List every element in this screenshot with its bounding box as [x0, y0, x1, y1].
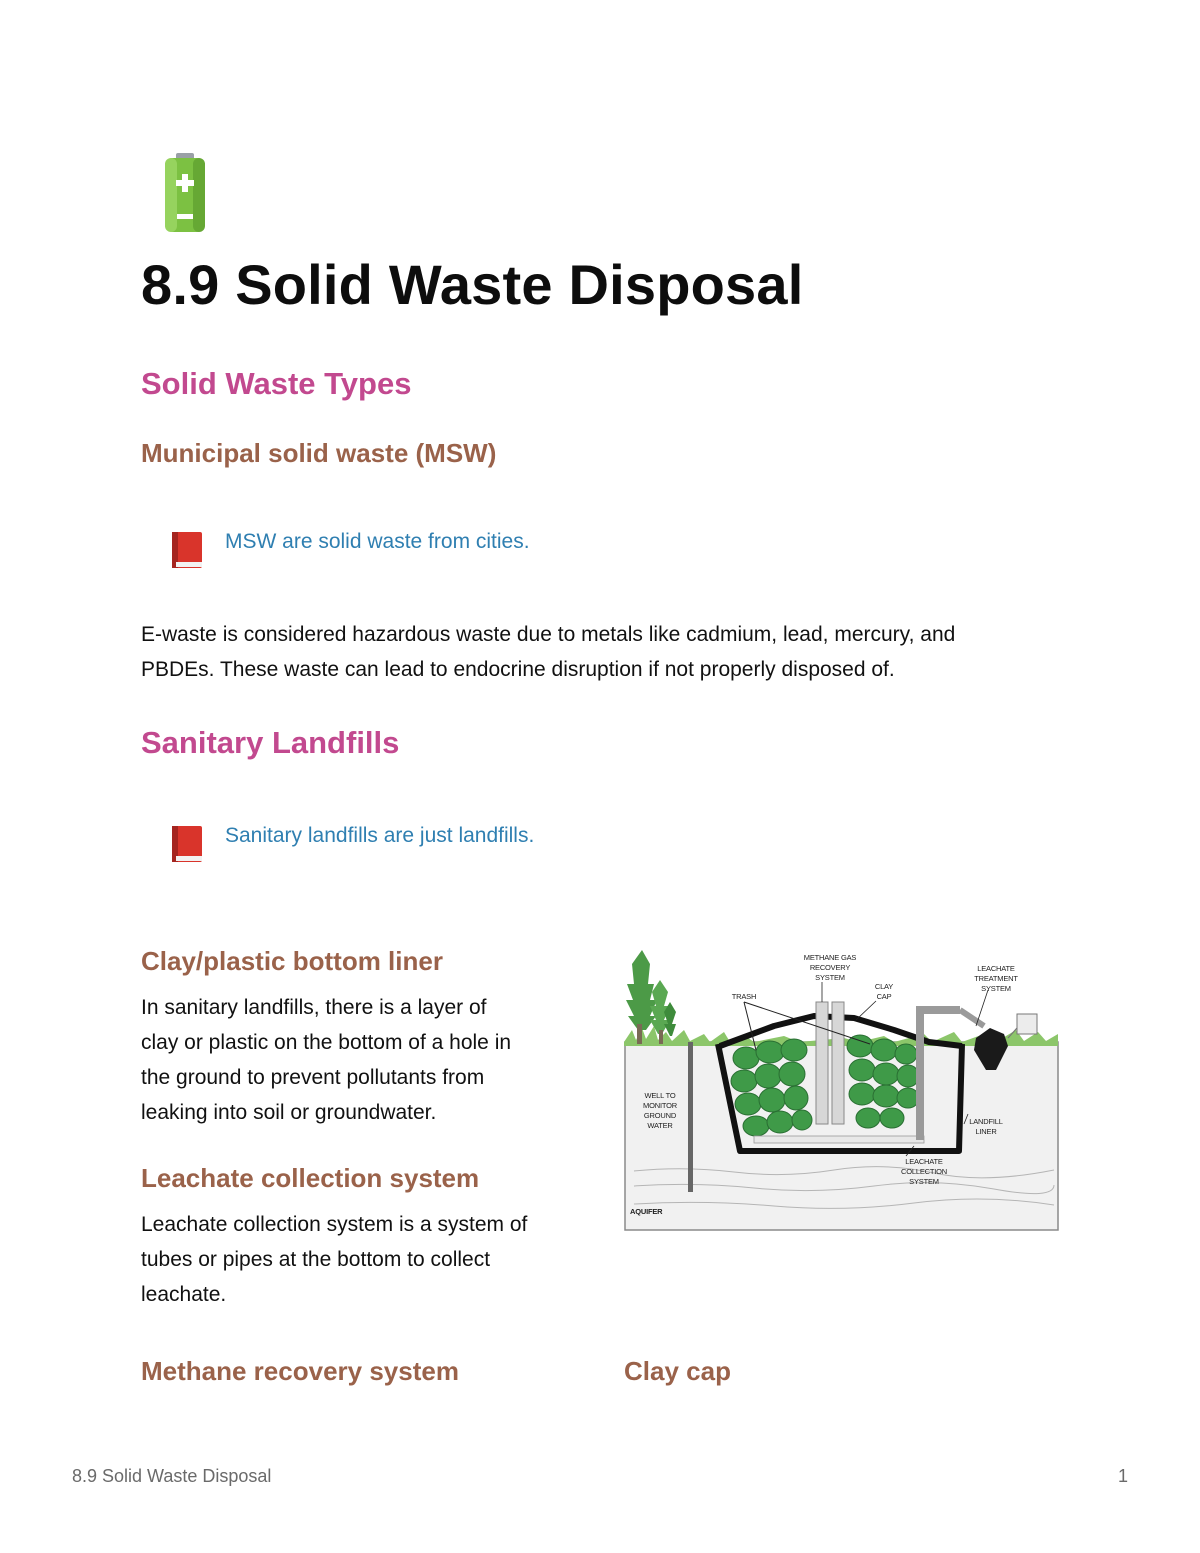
- section-heading-solid-waste-types: Solid Waste Types: [141, 366, 412, 401]
- book-icon: [170, 824, 204, 864]
- label-collection: COLLECTION: [901, 1167, 947, 1176]
- subheading-methane-recovery: Methane recovery system: [141, 1356, 459, 1386]
- label-well: WELL TO: [644, 1091, 676, 1100]
- callout-text: Sanitary landfills are just landfills.: [225, 824, 535, 847]
- label-clay-cap: CLAY: [874, 982, 894, 991]
- label-treatment: LEACHATE: [977, 964, 1015, 973]
- subheading-bottom-liner: Clay/plastic bottom liner: [141, 946, 443, 976]
- paragraph-line: PBDEs. These waste can lead to endocrine disruption if not properly disposed of.: [141, 658, 895, 681]
- book-icon: [170, 530, 204, 570]
- label-trash: TRASH: [731, 992, 757, 1001]
- label-treatment: TREATMENT: [974, 974, 1018, 983]
- footer-page-number: 1: [1117, 1466, 1128, 1486]
- label-well: WATER: [647, 1121, 673, 1130]
- paragraph-line: leachate.: [141, 1283, 227, 1306]
- subheading-clay-cap: Clay cap: [624, 1356, 731, 1386]
- label-clay-cap: CAP: [876, 992, 892, 1001]
- paragraph-line: clay or plastic on the bottom of a hole in: [141, 1031, 512, 1054]
- section-heading-sanitary-landfills: Sanitary Landfills: [141, 725, 400, 760]
- callout-text: MSW are solid waste from cities.: [225, 530, 530, 553]
- ewaste-paragraph: [141, 617, 955, 687]
- page-title: 8.9 Solid Waste Disposal: [141, 253, 804, 316]
- subheading-leachate-collection: Leachate collection system: [141, 1163, 480, 1193]
- paragraph-line: E-waste is considered hazardous waste due to metals like cadmium, lead, mercury, and: [141, 623, 956, 646]
- label-methane: RECOVERY: [809, 963, 851, 972]
- paragraph-line: Leachate collection system is a system of: [141, 1213, 528, 1236]
- label-well: MONITOR: [643, 1101, 677, 1110]
- landfill-diagram: [624, 946, 1060, 1232]
- label-collection: LEACHATE: [905, 1157, 943, 1166]
- paragraph-line: leaking into soil or groundwater.: [141, 1101, 437, 1124]
- label-aquifer: AQUIFER: [630, 1207, 663, 1216]
- paragraph-line: In sanitary landfills, there is a layer of: [141, 996, 487, 1019]
- liner-paragraph: [141, 990, 511, 1130]
- subheading-msw: Municipal solid waste (MSW): [141, 438, 497, 468]
- footer-title: 8.9 Solid Waste Disposal: [72, 1466, 272, 1486]
- label-methane: METHANE GAS: [803, 953, 857, 962]
- label-collection: SYSTEM: [909, 1177, 939, 1186]
- battery-icon: [163, 152, 207, 234]
- label-liner: LINER: [975, 1127, 997, 1136]
- leachate-paragraph: [141, 1207, 527, 1312]
- label-well: GROUND: [643, 1111, 677, 1120]
- paragraph-line: the ground to prevent pollutants from: [141, 1066, 485, 1089]
- paragraph-line: tubes or pipes at the bottom to collect: [141, 1248, 491, 1271]
- label-liner: LANDFILL: [969, 1117, 1003, 1126]
- label-treatment: SYSTEM: [981, 984, 1011, 993]
- label-methane: SYSTEM: [815, 973, 845, 982]
